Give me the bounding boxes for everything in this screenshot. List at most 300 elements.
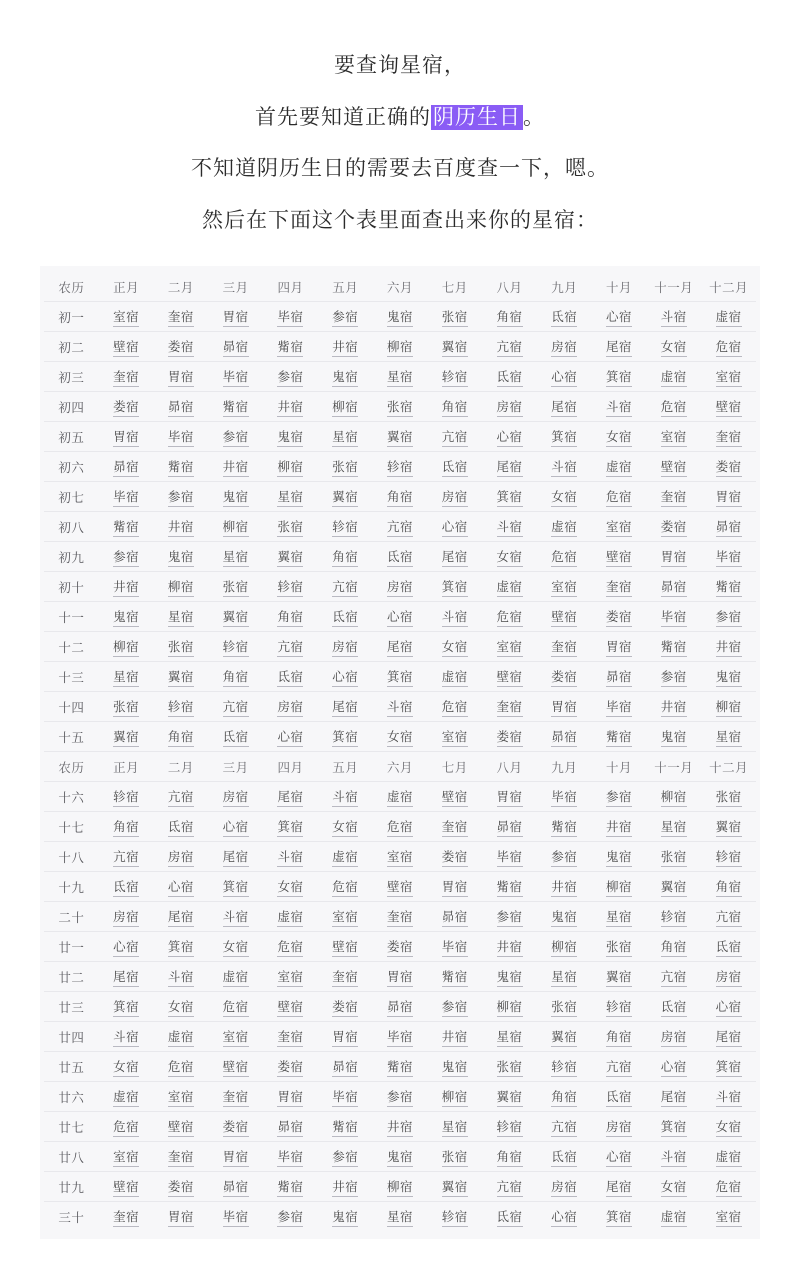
table-cell-text: 翼宿	[497, 1087, 523, 1107]
table-cell-text: 轸宿	[442, 367, 468, 387]
intro-line-2	[40, 102, 760, 134]
table-cell	[646, 902, 701, 932]
table-cell-text: 心宿	[551, 1207, 577, 1227]
table-cell-text: 张宿	[442, 1147, 468, 1167]
table-cell	[701, 332, 756, 362]
table-cell-text: 氐宿	[551, 307, 577, 327]
table-cell	[99, 632, 154, 662]
table-cell	[373, 482, 428, 512]
table-row	[44, 1022, 756, 1052]
table-cell	[646, 512, 701, 542]
table-column-header: 十二月	[701, 752, 756, 782]
table-cell	[537, 692, 592, 722]
table-column-header: 七月	[427, 272, 482, 302]
table-cell	[427, 482, 482, 512]
intro-line-1: 要查询星宿，	[334, 54, 466, 77]
table-cell-text: 氐宿	[223, 727, 249, 747]
table-cell	[592, 332, 647, 362]
table-column-header: 十月	[592, 752, 647, 782]
table-cell-text: 胃宿	[168, 1207, 194, 1227]
table-row	[44, 1142, 756, 1172]
table-cell	[701, 1142, 756, 1172]
table-cell	[482, 662, 537, 692]
table-cell-text: 柳宿	[497, 997, 523, 1017]
table-cell-text: 房宿	[661, 1027, 687, 1047]
table-cell-text: 氐宿	[551, 1147, 577, 1167]
table-cell	[263, 662, 318, 692]
table-cell	[154, 722, 209, 752]
table-cell-text: 壁宿	[497, 667, 523, 687]
table-cell-text: 鬼宿	[113, 607, 139, 627]
table-cell	[318, 872, 373, 902]
table-cell-text: 柳宿	[332, 397, 358, 417]
table-cell	[537, 1202, 592, 1232]
table-row-header: 初五	[44, 422, 99, 452]
table-cell-text: 觜宿	[606, 727, 632, 747]
table-cell-text: 胃宿	[442, 877, 468, 897]
table-cell	[427, 662, 482, 692]
table-row	[44, 782, 756, 812]
table-cell	[208, 542, 263, 572]
table-cell	[482, 1202, 537, 1232]
table-cell	[208, 1172, 263, 1202]
table-cell-text: 觜宿	[716, 577, 742, 597]
table-cell	[537, 572, 592, 602]
table-cell-text: 危宿	[442, 697, 468, 717]
table-cell-text: 井宿	[113, 577, 139, 597]
table-cell	[482, 872, 537, 902]
table-cell	[373, 512, 428, 542]
table-cell-text: 角宿	[332, 547, 358, 567]
table-cell-text: 觜宿	[497, 877, 523, 897]
table-cell-text: 鬼宿	[223, 487, 249, 507]
table-row-header: 初一	[44, 302, 99, 332]
table-cell-text: 角宿	[606, 1027, 632, 1047]
table-cell	[154, 842, 209, 872]
table-row	[44, 872, 756, 902]
table-cell	[373, 992, 428, 1022]
table-cell-text: 斗宿	[716, 1087, 742, 1107]
table-cell-text: 箕宿	[606, 1207, 632, 1227]
table-cell-text: 觜宿	[661, 637, 687, 657]
table-cell	[263, 542, 318, 572]
table-cell-text: 女宿	[168, 997, 194, 1017]
table-row	[44, 692, 756, 722]
table-cell-text: 室宿	[606, 517, 632, 537]
table-cell	[646, 392, 701, 422]
table-column-header: 五月	[318, 272, 373, 302]
table-cell-text: 翼宿	[661, 877, 687, 897]
table-cell-text: 觜宿	[277, 337, 303, 357]
table-cell	[427, 632, 482, 662]
table-cell	[537, 1022, 592, 1052]
table-cell-text: 虚宿	[387, 787, 413, 807]
table-cell-text: 壁宿	[332, 937, 358, 957]
table-cell	[701, 1172, 756, 1202]
table-cell-text: 毕宿	[223, 1207, 249, 1227]
table-cell	[373, 662, 428, 692]
table-row	[44, 512, 756, 542]
table-cell-text: 星宿	[442, 1117, 468, 1137]
table-cell	[318, 1142, 373, 1172]
table-cell	[537, 512, 592, 542]
table-cell	[482, 632, 537, 662]
table-cell	[263, 902, 318, 932]
table-cell	[701, 902, 756, 932]
table-cell-text: 柳宿	[442, 1087, 468, 1107]
table-row	[44, 572, 756, 602]
table-cell-text: 心宿	[606, 307, 632, 327]
table-row-header: 初十	[44, 572, 99, 602]
table-cell-text: 壁宿	[387, 877, 413, 897]
table-cell-text: 柳宿	[168, 577, 194, 597]
table-cell-text: 张宿	[551, 997, 577, 1017]
table-cell-text: 轸宿	[442, 1207, 468, 1227]
table-cell	[99, 962, 154, 992]
table-cell-text: 昴宿	[168, 397, 194, 417]
table-cell-text: 斗宿	[223, 907, 249, 927]
table-cell	[537, 662, 592, 692]
table-cell-text: 尾宿	[223, 847, 249, 867]
table-cell	[592, 572, 647, 602]
table-cell-text: 娄宿	[113, 397, 139, 417]
table-cell	[99, 482, 154, 512]
table-cell	[318, 662, 373, 692]
table-cell	[592, 992, 647, 1022]
table-cell	[646, 962, 701, 992]
table-cell	[482, 992, 537, 1022]
table-cell	[646, 1172, 701, 1202]
table-cell-text: 毕宿	[661, 607, 687, 627]
table-cell-text: 虚宿	[716, 307, 742, 327]
table-cell	[427, 842, 482, 872]
table-cell	[701, 452, 756, 482]
table-cell	[318, 332, 373, 362]
table-cell	[482, 392, 537, 422]
table-cell	[263, 1082, 318, 1112]
table-cell-text: 亢宿	[113, 847, 139, 867]
table-row	[44, 992, 756, 1022]
table-cell	[208, 1052, 263, 1082]
table-cell	[208, 662, 263, 692]
table-cell-text: 壁宿	[551, 607, 577, 627]
table-cell-text: 箕宿	[332, 727, 358, 747]
table-cell-text: 虚宿	[223, 967, 249, 987]
table-cell-text: 室宿	[387, 847, 413, 867]
table-cell	[318, 632, 373, 662]
table-cell	[427, 392, 482, 422]
table-cell-text: 柳宿	[387, 337, 413, 357]
table-cell	[208, 1082, 263, 1112]
table-cell-text: 奎宿	[661, 487, 687, 507]
table-cell	[208, 362, 263, 392]
table-cell-text: 昴宿	[716, 517, 742, 537]
table-cell-text: 张宿	[716, 787, 742, 807]
table-cell-text: 亢宿	[606, 1057, 632, 1077]
table-cell	[427, 1112, 482, 1142]
table-cell	[537, 482, 592, 512]
table-cell	[154, 422, 209, 452]
table-cell	[646, 692, 701, 722]
table-cell	[263, 1022, 318, 1052]
table-cell	[154, 542, 209, 572]
table-cell	[373, 452, 428, 482]
table-cell	[208, 1142, 263, 1172]
table-row	[44, 1052, 756, 1082]
table-cell	[427, 1172, 482, 1202]
table-cell	[318, 542, 373, 572]
table-row	[44, 542, 756, 572]
table-cell-text: 尾宿	[551, 397, 577, 417]
table-cell	[99, 1142, 154, 1172]
table-cell	[701, 1052, 756, 1082]
table-cell	[701, 932, 756, 962]
table-cell-text: 室宿	[716, 1207, 742, 1227]
table-cell-text: 参宿	[332, 1147, 358, 1167]
table-cell-text: 尾宿	[716, 1027, 742, 1047]
table-cell-text: 轸宿	[277, 577, 303, 597]
table-cell	[482, 332, 537, 362]
table-cell	[427, 602, 482, 632]
table-cell-text: 奎宿	[113, 367, 139, 387]
table-cell-text: 室宿	[497, 637, 523, 657]
table-cell-text: 亢宿	[497, 337, 523, 357]
table-cell	[646, 932, 701, 962]
table-cell-text: 毕宿	[716, 547, 742, 567]
table-cell-text: 张宿	[277, 517, 303, 537]
table-cell-text: 壁宿	[168, 1117, 194, 1137]
table-cell-text: 室宿	[661, 427, 687, 447]
table-row-header: 二十	[44, 902, 99, 932]
table-cell	[592, 1022, 647, 1052]
table-cell-text: 箕宿	[387, 667, 413, 687]
table-cell-text: 毕宿	[113, 487, 139, 507]
table-cell	[427, 902, 482, 932]
table-cell	[99, 992, 154, 1022]
table-cell	[99, 1202, 154, 1232]
table-cell	[99, 602, 154, 632]
table-cell	[427, 1022, 482, 1052]
table-cell-text: 娄宿	[387, 937, 413, 957]
table-cell-text: 奎宿	[113, 1207, 139, 1227]
table-cell	[263, 422, 318, 452]
table-cell	[427, 542, 482, 572]
table-cell-text: 轸宿	[387, 457, 413, 477]
table-cell-text: 氐宿	[277, 667, 303, 687]
table-cell	[318, 782, 373, 812]
table-cell-text: 胃宿	[661, 547, 687, 567]
table-cell	[592, 392, 647, 422]
table-cell	[208, 1112, 263, 1142]
table-cell-text: 毕宿	[442, 937, 468, 957]
table-cell	[99, 302, 154, 332]
highlighted-term: 阴历生日	[433, 105, 521, 129]
table-cell	[537, 1112, 592, 1142]
table-cell	[592, 1202, 647, 1232]
table-cell	[154, 1202, 209, 1232]
table-cell	[646, 452, 701, 482]
table-cell-text: 娄宿	[497, 727, 523, 747]
table-row	[44, 362, 756, 392]
table-cell	[537, 962, 592, 992]
table-cell-text: 房宿	[277, 697, 303, 717]
table-cell-text: 胃宿	[387, 967, 413, 987]
table-cell-text: 壁宿	[277, 997, 303, 1017]
table-cell-text: 斗宿	[168, 967, 194, 987]
table-cell-text: 尾宿	[168, 907, 194, 927]
table-cell-text: 翼宿	[223, 607, 249, 627]
table-cell-text: 胃宿	[113, 427, 139, 447]
table-cell-text: 虚宿	[716, 1147, 742, 1167]
table-cell	[154, 662, 209, 692]
table-cell	[701, 842, 756, 872]
table-cell	[592, 452, 647, 482]
table-row-header: 十三	[44, 662, 99, 692]
table-cell-text: 亢宿	[551, 1117, 577, 1137]
table-cell-text: 心宿	[277, 727, 303, 747]
table-cell-text: 轸宿	[223, 637, 249, 657]
table-cell-text: 井宿	[442, 1027, 468, 1047]
table-cell	[592, 662, 647, 692]
table-cell	[263, 332, 318, 362]
table-cell-text: 房宿	[332, 637, 358, 657]
table-row-header: 十八	[44, 842, 99, 872]
table-cell-text: 觜宿	[168, 457, 194, 477]
table-cell	[646, 542, 701, 572]
table-cell-text: 室宿	[113, 1147, 139, 1167]
table-cell	[373, 1172, 428, 1202]
table-cell	[263, 572, 318, 602]
table-cell	[318, 1082, 373, 1112]
table-column-header: 十一月	[646, 752, 701, 782]
table-cell-text: 室宿	[168, 1087, 194, 1107]
table-cell-text: 觜宿	[223, 397, 249, 417]
table-cell-text: 翼宿	[551, 1027, 577, 1047]
table-row	[44, 392, 756, 422]
table-cell-text: 角宿	[223, 667, 249, 687]
table-row-header: 十九	[44, 872, 99, 902]
table-cell-text: 房宿	[223, 787, 249, 807]
table-cell-text: 井宿	[277, 397, 303, 417]
table-cell	[427, 1052, 482, 1082]
table-cell-text: 房宿	[497, 397, 523, 417]
table-cell	[427, 452, 482, 482]
table-cell	[592, 1052, 647, 1082]
table-cell	[537, 332, 592, 362]
table-cell	[701, 782, 756, 812]
table-row-header: 十二	[44, 632, 99, 662]
table-row-header: 初二	[44, 332, 99, 362]
table-cell	[208, 392, 263, 422]
table-cell	[482, 1112, 537, 1142]
table-cell-text: 轸宿	[332, 517, 358, 537]
table-cell	[208, 902, 263, 932]
table-cell-text: 房宿	[606, 1117, 632, 1137]
table-column-header: 十二月	[701, 272, 756, 302]
table-cell	[537, 302, 592, 332]
table-cell	[263, 842, 318, 872]
table-cell	[154, 1052, 209, 1082]
table-cell-text: 参宿	[277, 1207, 303, 1227]
table-cell-text: 虚宿	[551, 517, 577, 537]
table-cell	[99, 332, 154, 362]
table-cell-text: 氐宿	[332, 607, 358, 627]
table-cell-text: 心宿	[497, 427, 523, 447]
table-cell-text: 毕宿	[223, 367, 249, 387]
table-cell-text: 星宿	[716, 727, 742, 747]
table-cell-text: 轸宿	[168, 697, 194, 717]
table-cell-text: 女宿	[497, 547, 523, 567]
table-cell-text: 角宿	[113, 817, 139, 837]
table-cell	[537, 872, 592, 902]
table-cell-text: 奎宿	[606, 577, 632, 597]
table-row	[44, 1112, 756, 1142]
table-cell	[427, 1142, 482, 1172]
table-row	[44, 422, 756, 452]
table-cell-text: 心宿	[332, 667, 358, 687]
table-cell-text: 危宿	[606, 487, 632, 507]
table-cell	[537, 602, 592, 632]
table-cell	[592, 962, 647, 992]
table-cell-text: 斗宿	[661, 1147, 687, 1167]
table-cell	[373, 1202, 428, 1232]
table-cell-text: 星宿	[551, 967, 577, 987]
table-cell	[373, 962, 428, 992]
table-cell	[537, 1142, 592, 1172]
table-cell	[154, 332, 209, 362]
table-cell	[482, 362, 537, 392]
table-cell	[373, 542, 428, 572]
table-cell-text: 娄宿	[332, 997, 358, 1017]
table-cell-text: 鬼宿	[606, 847, 632, 867]
table-row	[44, 332, 756, 362]
table-cell	[318, 1112, 373, 1142]
table-cell	[646, 362, 701, 392]
table-cell-text: 鬼宿	[716, 667, 742, 687]
table-cell-text: 心宿	[551, 367, 577, 387]
table-cell-text: 奎宿	[168, 307, 194, 327]
table-cell	[701, 392, 756, 422]
table-row-header: 十一	[44, 602, 99, 632]
table-cell	[537, 1052, 592, 1082]
table-cell-text: 娄宿	[716, 457, 742, 477]
table-cell	[537, 932, 592, 962]
table-row	[44, 1082, 756, 1112]
table-cell	[646, 332, 701, 362]
table-cell	[592, 362, 647, 392]
table-cell-text: 角宿	[716, 877, 742, 897]
table-body	[44, 272, 756, 1231]
table-cell-text: 柳宿	[716, 697, 742, 717]
table-cell-text: 毕宿	[168, 427, 194, 447]
table-cell-text: 张宿	[606, 937, 632, 957]
table-cell-text: 室宿	[442, 727, 468, 747]
table-column-header: 六月	[373, 752, 428, 782]
table-cell	[263, 1112, 318, 1142]
table-cell-text: 壁宿	[606, 547, 632, 567]
table-cell-text: 箕宿	[551, 427, 577, 447]
table-cell	[701, 602, 756, 632]
table-cell	[701, 872, 756, 902]
table-cell-text: 星宿	[168, 607, 194, 627]
table-cell	[99, 692, 154, 722]
table-cell	[208, 962, 263, 992]
table-cell-text: 虚宿	[332, 847, 358, 867]
table-cell-text: 翼宿	[277, 547, 303, 567]
table-cell-text: 毕宿	[277, 1147, 303, 1167]
table-cell-text: 箕宿	[442, 577, 468, 597]
table-cell-text: 角宿	[497, 307, 523, 327]
